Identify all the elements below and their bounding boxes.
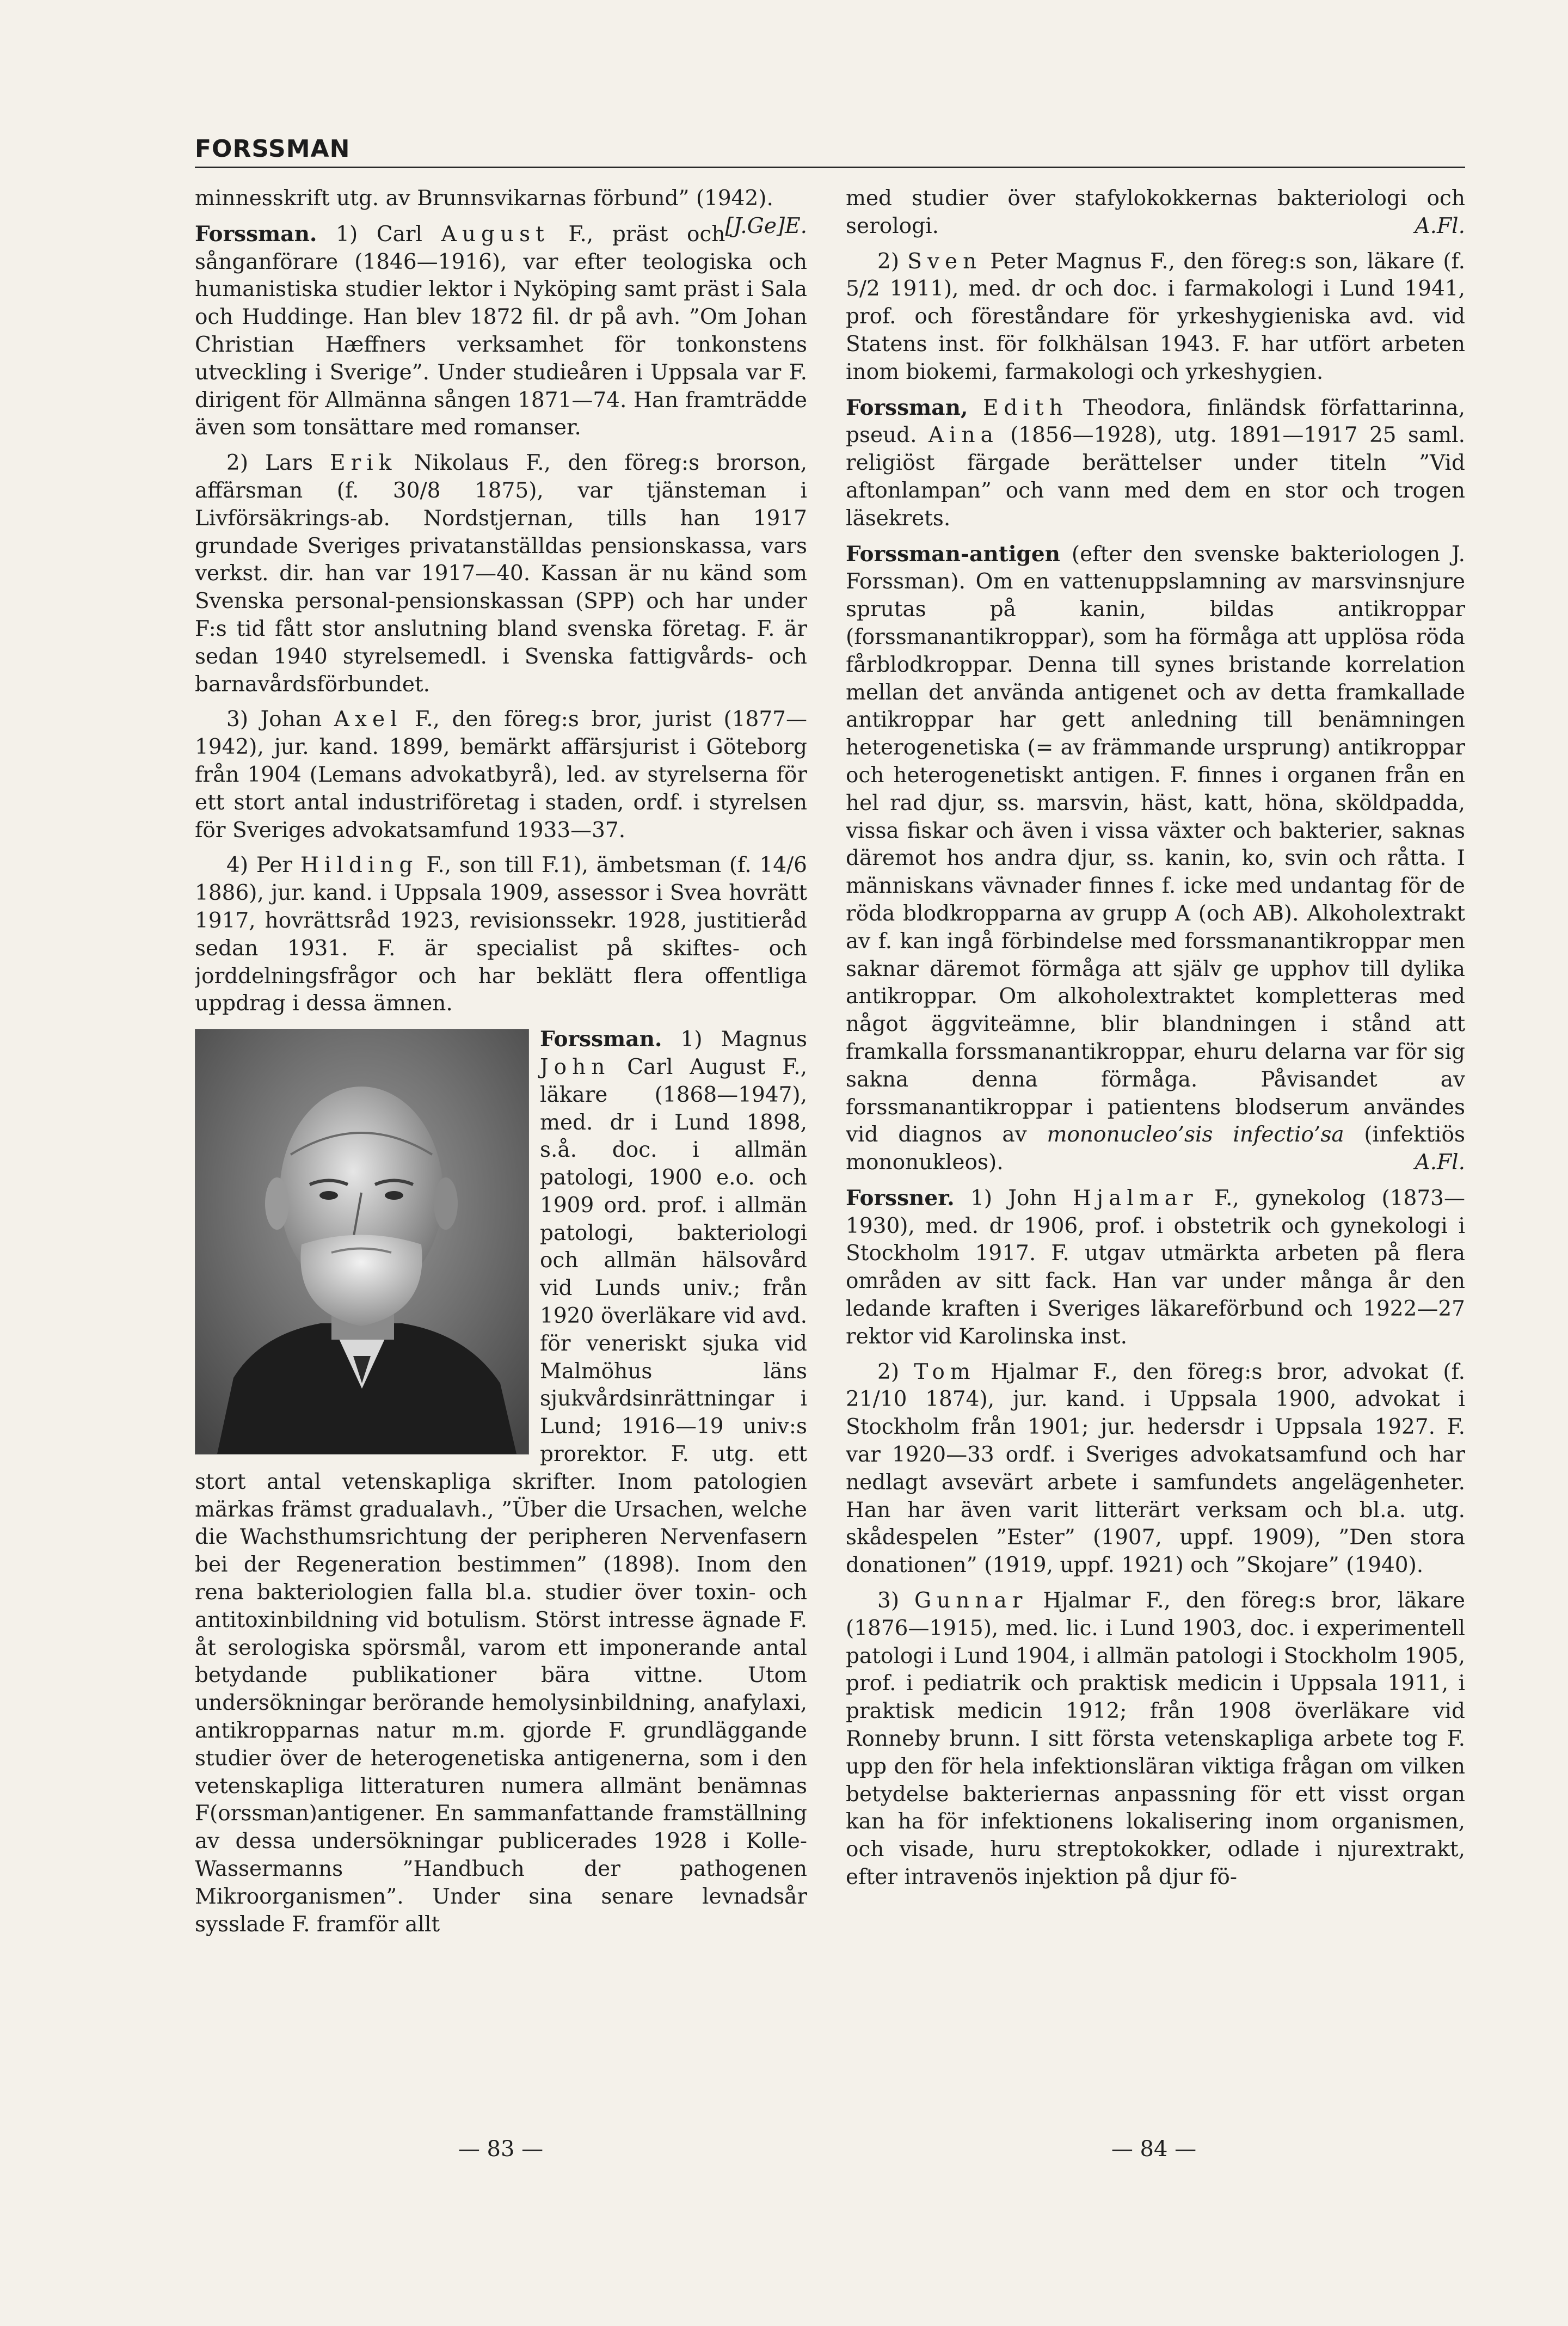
headword: Forssman. bbox=[540, 1027, 662, 1052]
page-number-left: — 83 — bbox=[458, 2137, 544, 2162]
text: Peter Magnus F., den föreg:s son, läkare (f. 5/2 1911), med. dr och doc. i farmakologi i Lund 1941, prof. och föreståndare för yrkeshygieniska avd. vid Statens inst. för folkhälsan 1943. F. har utfört arbeten inom biokemi, farmakologi och yrkeshygien. bbox=[846, 249, 1465, 384]
spaced-name: Tom bbox=[914, 1359, 976, 1384]
headword: Forssman-antigen bbox=[846, 541, 1060, 567]
text: med studier över stafylokokkernas bakteriologi och serologi. bbox=[846, 186, 1465, 238]
text: 1) Carl bbox=[336, 222, 423, 247]
headword: Forssner. bbox=[846, 1185, 955, 1211]
spaced-name: Gunnar bbox=[914, 1588, 1028, 1613]
page-header: FORSSMAN bbox=[195, 135, 351, 163]
text: F., gynekolog (1873—1930), med. dr 1906, prof. i obstetrik och gynekologi i Stockholm 1917. F. utgav utmärkta arbeten på flera områden av sitt fack. Han var under många år den ledande kraften i Sveriges läkareförbund och 1922—27 rektor vid Karolinska inst. bbox=[846, 1186, 1465, 1349]
spaced-name: Aina bbox=[928, 423, 999, 448]
text: (efter den svenske bakteriologen J. Forssman). Om en vattenuppslamning av marsvinsnjure sprutas på kanin, bildas antikroppar (forssmanantikroppar), som ha förmåga att upplösa röda fårblodkroppar. Denna till synes bristande korrelation mellan det använda antigenet och av detta framkallade antikroppar har gett anledning till benämningen heterogenetiska (= av främmande ursprung) antikroppar och heterogenetiskt antigen. F. finnes i organen från en hel rad djur, ss. marsvin, häst, katt, höna, sköldpadda, vissa fiskar och även i vissa växter och bakterier, saknas däremot hos andra djur, ss. kanin, ko, svin och råtta. I människans vävnader finnes f. icke med undantag för de röda blodkropparna av grupp A (och AB). Alkoholextrakt av f. kan ingå förbindelse med forssmanantikroppar men saknar däremot förmåga att själv ge upphov till dylika antikroppar. Om alkoholextraktet kompletteras med något äggviteämne, blir blandningen i stånd att framkalla forssmanantikroppar, ehuru delarna var för sig sakna denna förmåga. Påvisandet av forssmanantikroppar i patientens blodserum användes vid diagnos av bbox=[846, 542, 1465, 1147]
entry-paragraph bbox=[195, 220, 807, 442]
entry-paragraph bbox=[846, 1587, 1465, 1892]
portrait-photo-container bbox=[195, 1029, 528, 1453]
entry-paragraph bbox=[846, 1185, 1465, 1351]
text: F., präst och sånganförare (1846—1916), var efter teologiska och humanistiska studier lektor i Nyköping samt präst i Sala och Huddinge. Han blev 1872 fil. dr på avh. ”Om Johan Christian Hæffners verksamhet för tonkonstens utveckling i Sverige”. Under studieåren i Uppsala var F. dirigent för Allmänna sången 1871—74. Han framträdde även som tonsättare med romanser. bbox=[195, 222, 807, 440]
text: Hjalmar F., den föreg:s bror, läkare (1876—1915), med. lic. i Lund 1903, doc. i experimentell patologi i Lund 1904, i allmän patologi i Stockholm 1905, prof. i pediatrik och praktisk medicin i Uppsala 1911, i praktisk medicin 1912; från 1908 överläkare vid Ronneby brunn. I sitt första vetenskapliga arbete tog F. upp den för hela infektionsläran viktiga frågan om vilken betydelse bakteriernas anpassning för ett visst organ kan ha för infektionens lokalisering inom organismen, och visade, huru streptokokker, odlade i njurextrakt, efter intravenös injektion på djur fö- bbox=[846, 1588, 1465, 1890]
entry-paragraph bbox=[195, 450, 807, 698]
text: 1) Magnus bbox=[680, 1027, 807, 1052]
spaced-name: August bbox=[441, 222, 550, 247]
text: (infektiös mononukleos). bbox=[846, 1122, 1465, 1175]
headword: Forssman, bbox=[846, 395, 968, 420]
spaced-name: John bbox=[540, 1054, 611, 1079]
text: F., den föreg:s bror, jurist (1877—1942), jur. kand. 1899, bemärkt affärsjurist i Göteborg från 1904 (Lemans advokatbyrå), led. av styrelserna för ett stort antal industriföretag i staden, ordf. i styrelsen för Sveriges advokatsamfund 1933—37. bbox=[195, 707, 807, 843]
text: minnesskrift utg. av Brunnsvikarnas förbund” (1942). bbox=[195, 186, 773, 211]
text: F., son till F.1), ämbetsman (f. 14/6 1886), jur. kand. i Uppsala 1909, assessor i Svea hovrätt 1917, hovrättsråd 1923, revisionssekr. 1928, justitieråd sedan 1931. F. är specialist på skiftes- och jorddelningsfrågor och har beklätt flera offentliga uppdrag i dessa ämnen. bbox=[195, 853, 807, 1016]
spaced-name: Hilding bbox=[300, 853, 419, 878]
spaced-name: Edith bbox=[982, 395, 1068, 420]
italic-term: mononucleo’sis infectio’sa bbox=[1047, 1122, 1344, 1147]
text: 2) bbox=[877, 249, 900, 274]
text: 3) bbox=[877, 1588, 900, 1613]
text: Theodora, finländsk författarinna, pseud. bbox=[846, 395, 1465, 448]
text: 2) bbox=[877, 1359, 900, 1384]
entry-paragraph bbox=[846, 394, 1465, 533]
spaced-name: Erik bbox=[330, 451, 397, 476]
signature: A.Fl. bbox=[1415, 1150, 1465, 1175]
text: 2) Lars bbox=[226, 451, 313, 476]
text: 4) Per bbox=[226, 853, 293, 878]
text: 3) Johan bbox=[226, 707, 322, 732]
entry-paragraph bbox=[846, 185, 1465, 241]
text: Carl August F., läkare (1868—1947), med. dr i Lund 1898, s.å. doc. i allmän patologi, 1900 e.o. och 1909 ord. prof. i allmän patologi, bakteriologi och allmän hälsovård vid Lunds univ.; från 1920 överläkare vid avd. för veneriskt sjuka vid Malmöhus läns sjukvårdsinrättningar i Lund; 1916—19 univ:s prorektor. F. utg. ett stort antal vetenskapliga skrifter. Inom patologien märkas främst gradualavh., ”Über die Ursachen, welche die Wachsthumsrichtung der peripheren Nervenfasern bei der Regeneration bestimmen” (1898). Inom den rena bakteriologien falla bl.a. studier över toxin- och antitoxinbildning vid botulism. Störst intresse ägnade F. åt serologiska spörsmål, varom ett imponerande antal betydande publikationer bära vittne. Utom undersökningar berörande hemolysinbildning, anafylaxi, antikropparnas natur m.m. gjorde F. grundläggande studier över de heterogenetiska antigenerna, som i den vetenskapliga litteraturen numera allmänt benämnas F(orssman)antigener. En sammanfattande framställning av dessa undersökningar publicerades 1928 i Kolle-Wassermanns ”Handbuch der pathogenen Mikroorganismen”. Under sina senare levnadsår sysslade F. framför allt bbox=[195, 1054, 807, 1937]
entry-paragraph bbox=[195, 706, 807, 844]
left-column bbox=[195, 185, 807, 2123]
spaced-name: Hjalmar bbox=[1072, 1186, 1198, 1211]
entry-paragraph bbox=[195, 852, 807, 1018]
signature: A.Fl. bbox=[1415, 213, 1465, 238]
entry-paragraph bbox=[846, 1359, 1465, 1580]
headword: Forssman. bbox=[195, 221, 317, 247]
page-number-right: — 84 — bbox=[1111, 2137, 1197, 2162]
text: Hjalmar F., den föreg:s bror, advokat (f. 21/10 1874), jur. kand. i Uppsala 1900, advokat i Stockholm från 1901; jur. hedersdr i Uppsala 1927. F. var 1920—33 ordf. i Sveriges advokatsamfund och har nedlagt avsevärt arbete i samfundets angelägenheter. Han har även varit litterärt verksam och bl.a. utg. skådespelen ”Ester” (1907, uppf. 1909), ”Den stora donationen” (1919, uppf. 1921) och ”Skojare” (1940). bbox=[846, 1359, 1465, 1578]
entry-paragraph bbox=[846, 248, 1465, 386]
text: 1) John bbox=[970, 1186, 1057, 1211]
right-column bbox=[846, 185, 1465, 2123]
entry-paragraph bbox=[846, 541, 1465, 1177]
spaced-name: Axel bbox=[334, 707, 403, 732]
portrait-photo bbox=[195, 1029, 529, 1454]
text: Nikolaus F., den föreg:s brorson, affärsman (f. 30/8 1875), var tjänsteman i Livförsäkrings-ab. Nordstjernan, tills han 1917 grundade Sveriges privatanställdas pensionskassa, vars verkst. dir. han var 1917—40. Kassan är nu känd som Svenska personal-pensionskassan (SPP) och har under F:s tid fått stor anslutning bland svenska företag. F. är sedan 1940 styrelsemedl. i Svenska fattigvårds- och barnavårdsförbundet. bbox=[195, 451, 807, 697]
spaced-name: Sven bbox=[907, 249, 982, 274]
header-rule bbox=[195, 167, 1465, 168]
text: (1856—1928), utg. 1891—1917 25 saml. religiöst färgade berättelser under titeln ”Vid aftonlampan” och vann med dem en stor och trogen läsekrets. bbox=[846, 423, 1465, 531]
signature: [J.Ge]E. bbox=[725, 213, 807, 238]
